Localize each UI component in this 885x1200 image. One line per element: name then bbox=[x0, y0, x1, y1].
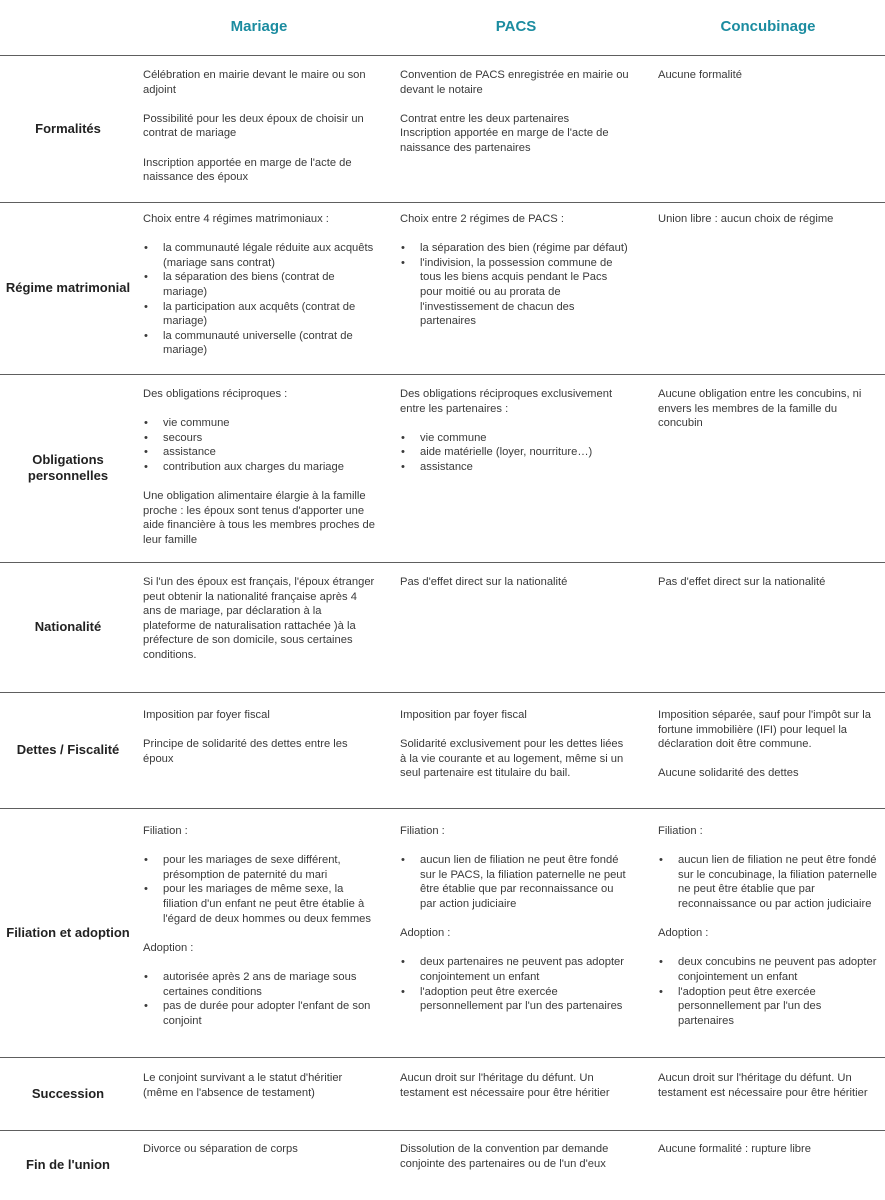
cell-paragraph: Aucune solidarité des dettes bbox=[658, 767, 799, 780]
table-header bbox=[0, 0, 885, 56]
cell-paragraph: Adoption : bbox=[658, 927, 709, 940]
cell-paragraph: Imposition par foyer fiscal bbox=[400, 709, 527, 721]
cell-paragraph: Filiation : bbox=[658, 825, 703, 837]
list-item: • pour les mariages de même sexe, la filiation d'un enfant ne peut être établie à l'égard de deux hommes ou deux femmes bbox=[143, 882, 375, 926]
cell-pacs bbox=[400, 68, 632, 156]
row-label: Régime matrimonial bbox=[5, 280, 131, 295]
row-divider bbox=[0, 1130, 885, 1131]
list-item: • l'adoption peut être exercée personnellement par l'un des partenaires bbox=[400, 985, 632, 1014]
cell-paragraph: Une obligation alimentaire élargie à la famille proche : les époux sont tenus d'apporter une aide financière à tous les membres proches de leur famille bbox=[143, 490, 375, 546]
table-row bbox=[0, 692, 885, 808]
row-divider bbox=[0, 692, 885, 693]
list-item: • assistance bbox=[400, 460, 632, 475]
cell-pacs bbox=[400, 212, 632, 329]
row-divider bbox=[0, 374, 885, 375]
cell-mariage bbox=[143, 708, 375, 766]
bullet-list bbox=[143, 970, 375, 1028]
table-row bbox=[0, 1130, 885, 1200]
cell-concubinage bbox=[658, 68, 878, 83]
cell-paragraph: Solidarité exclusivement pour les dettes liées à la vie courante et au logement, même si un seul partenaire est titulaire du bail. bbox=[400, 738, 624, 780]
cell-concubinage bbox=[658, 212, 878, 227]
table-row bbox=[0, 1057, 885, 1130]
table-row bbox=[0, 374, 885, 562]
cell-paragraph: Pas d'effet direct sur la nationalité bbox=[400, 576, 568, 588]
cell-pacs bbox=[400, 1142, 632, 1171]
row-divider bbox=[0, 808, 885, 809]
cell-mariage bbox=[143, 1142, 375, 1157]
cell-paragraph: Convention de PACS enregistrée en mairie ou devant le notaire bbox=[400, 69, 629, 96]
bullet-list bbox=[400, 955, 632, 1013]
cell-paragraph: Si l'un des époux est français, l'époux étranger peut obtenir la nationalité française après 4 ans de mariage, par déclaration à la plateforme de naturalisation rattachée )à la préfecture de son domicile, sous certaines conditions. bbox=[143, 576, 375, 661]
cell-pacs bbox=[400, 575, 632, 590]
row-label: Obligations personnelles bbox=[27, 452, 109, 483]
cell-paragraph: Célébration en mairie devant le maire ou son adjoint bbox=[143, 69, 366, 96]
row-label: Nationalité bbox=[34, 619, 102, 634]
row-divider bbox=[0, 55, 885, 56]
cell-paragraph: Des obligations réciproques exclusivement entre les partenaires : bbox=[400, 388, 613, 415]
cell-paragraph: Adoption : bbox=[400, 927, 451, 940]
list-item: • l'indivision, la possession commune de tous les biens acquis pendant le Pacs pour moitié ou au prorata de l'investissement de chacun des partenaires bbox=[400, 256, 632, 329]
cell-pacs bbox=[400, 824, 632, 1014]
header-mariage: Mariage bbox=[230, 18, 288, 35]
cell-paragraph: Contrat entre les deux partenaires Inscription apportée en marge de l'acte de naissance des partenaires bbox=[400, 112, 609, 154]
list-item: • la séparation des biens (contrat de mariage) bbox=[143, 270, 375, 299]
cell-paragraph: Filiation : bbox=[400, 825, 445, 837]
bullet-list bbox=[400, 853, 632, 911]
cell-mariage bbox=[143, 387, 375, 548]
cell-mariage bbox=[143, 1071, 375, 1100]
list-item: • la participation aux acquêts (contrat de mariage) bbox=[143, 300, 375, 329]
list-item: • assistance bbox=[143, 445, 375, 460]
cell-paragraph: Choix entre 4 régimes matrimoniaux : bbox=[143, 213, 329, 225]
cell-pacs bbox=[400, 387, 632, 475]
cell-mariage bbox=[143, 212, 375, 358]
list-item: • deux partenaires ne peuvent pas adopter conjointement un enfant bbox=[400, 955, 632, 984]
cell-concubinage bbox=[658, 575, 878, 590]
cell-paragraph: Possibilité pour les deux époux de choisir un contrat de mariage bbox=[143, 112, 364, 140]
cell-pacs bbox=[400, 708, 632, 781]
list-item: • autorisée après 2 ans de mariage sous certaines conditions bbox=[143, 970, 375, 999]
list-item: • l'adoption peut être exercée personnellement par l'un des partenaires bbox=[658, 985, 878, 1029]
cell-concubinage bbox=[658, 824, 878, 1028]
list-item: • contribution aux charges du mariage bbox=[143, 460, 375, 475]
list-item: • vie commune bbox=[400, 431, 632, 446]
cell-paragraph: Choix entre 2 régimes de PACS : bbox=[400, 213, 564, 225]
list-item: • pas de durée pour adopter l'enfant de son conjoint bbox=[143, 999, 375, 1028]
list-item: • vie commune bbox=[143, 416, 375, 431]
cell-paragraph: Aucune formalité bbox=[658, 69, 742, 81]
cell-mariage bbox=[143, 68, 375, 185]
row-label: Filiation et adoption bbox=[6, 924, 130, 940]
header-pacs: PACS bbox=[495, 18, 537, 35]
cell-paragraph: Aucun droit sur l'héritage du défunt. Un testament est nécessaire pour être héritier bbox=[658, 1072, 868, 1099]
bullet-list bbox=[143, 416, 375, 474]
cell-paragraph: Principe de solidarité des dettes entre les époux bbox=[143, 738, 348, 765]
cell-paragraph: Divorce ou séparation de corps bbox=[143, 1143, 298, 1155]
bullet-list bbox=[658, 853, 878, 911]
row-label: Dettes / Fiscalité bbox=[16, 742, 120, 757]
row-label: Formalités bbox=[35, 120, 101, 136]
cell-paragraph: Aucune obligation entre les concubins, ni envers les membres de la famille du concubin bbox=[658, 388, 862, 430]
cell-pacs bbox=[400, 1071, 632, 1100]
row-divider bbox=[0, 202, 885, 203]
list-item: • la communauté universelle (contrat de mariage) bbox=[143, 329, 375, 358]
cell-paragraph: Inscription apportée en marge de l'acte de naissance des époux bbox=[143, 156, 352, 184]
row-label: Fin de l'union bbox=[26, 1157, 110, 1172]
list-item: • la communauté légale réduite aux acquêts (mariage sans contrat) bbox=[143, 241, 375, 270]
table-row bbox=[0, 808, 885, 1057]
list-item: • aucun lien de filiation ne peut être fondé sur le PACS, la filiation paternelle ne peut être établie que par reconnaissance ou par action judiciaire bbox=[400, 853, 632, 911]
table-row bbox=[0, 562, 885, 692]
bullet-list bbox=[143, 853, 375, 926]
cell-paragraph: Le conjoint survivant a le statut d'héritier (même en l'absence de testament) bbox=[143, 1072, 343, 1099]
list-item: • deux concubins ne peuvent pas adopter conjointement un enfant bbox=[658, 955, 878, 984]
header-concubinage: Concubinage bbox=[720, 18, 816, 35]
cell-paragraph: Aucun droit sur l'héritage du défunt. Un testament est nécessaire pour être héritier bbox=[400, 1072, 610, 1099]
cell-mariage bbox=[143, 824, 375, 1028]
cell-concubinage bbox=[658, 1142, 878, 1157]
list-item: • pour les mariages de sexe différent, présomption de paternité du mari bbox=[143, 853, 375, 882]
cell-paragraph: Aucune formalité : rupture libre bbox=[658, 1143, 811, 1155]
list-item: • aide matérielle (loyer, nourriture…) bbox=[400, 445, 632, 460]
row-divider bbox=[0, 562, 885, 563]
table-row bbox=[0, 55, 885, 202]
bullet-list bbox=[143, 241, 375, 358]
list-item: • aucun lien de filiation ne peut être fondé sur le concubinage, la filiation paternelle ne peut être établie que par reconnaissance ou par action judiciaire bbox=[658, 853, 878, 911]
cell-concubinage bbox=[658, 387, 878, 431]
table-row bbox=[0, 202, 885, 374]
list-item: • la séparation des bien (régime par défaut) bbox=[400, 241, 632, 256]
cell-paragraph: Dissolution de la convention par demande conjointe des partenaires ou de l'un d'eux bbox=[400, 1143, 609, 1170]
cell-mariage bbox=[143, 575, 375, 663]
bullet-list bbox=[658, 955, 878, 1028]
cell-concubinage bbox=[658, 708, 878, 781]
cell-concubinage bbox=[658, 1071, 878, 1100]
cell-paragraph: Adoption : bbox=[143, 941, 194, 954]
row-divider bbox=[0, 1057, 885, 1058]
bullet-list bbox=[400, 431, 632, 475]
cell-paragraph: Pas d'effet direct sur la nationalité bbox=[658, 576, 826, 588]
bullet-list bbox=[400, 241, 632, 329]
cell-paragraph: Union libre : aucun choix de régime bbox=[658, 213, 834, 225]
row-label: Succession bbox=[31, 1085, 105, 1101]
cell-paragraph: Imposition séparée, sauf pour l'impôt sur la fortune immobilière (IFI) pour lequel la déclaration doit être commune. bbox=[658, 709, 871, 751]
list-item: • secours bbox=[143, 431, 375, 446]
cell-paragraph: Filiation : bbox=[143, 825, 188, 837]
cell-paragraph: Des obligations réciproques : bbox=[143, 388, 288, 400]
cell-paragraph: Imposition par foyer fiscal bbox=[143, 709, 270, 721]
